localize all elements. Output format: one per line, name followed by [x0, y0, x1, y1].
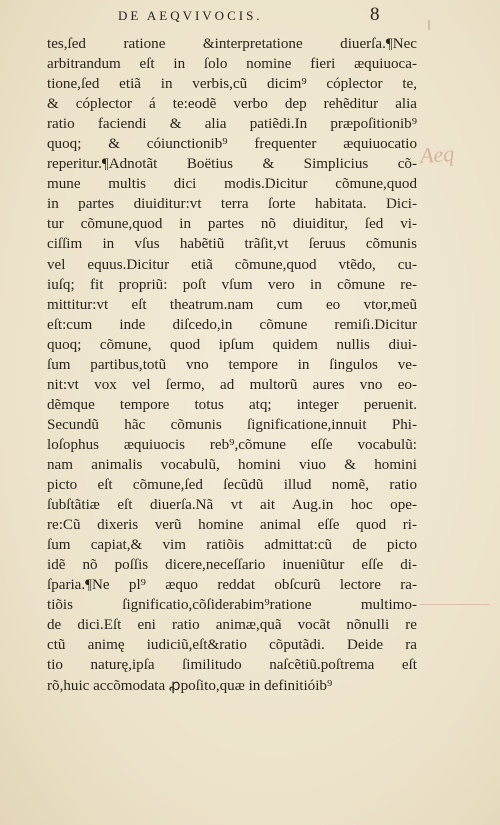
text-line: quoq; cõmune, quod ipſum quidem nullis diui-: [47, 336, 417, 353]
text-line: re:Cũ dixeris verũ homine animal eſſe quod ri-: [47, 517, 417, 534]
text-line: de dici.Eſt eni ratio animæ,quã vocãt nõnulli re: [47, 617, 417, 634]
marginal-stroke: [420, 590, 490, 605]
text-line: ſum capiat,& vim ratiõis admittat:cũ de picto: [47, 537, 417, 554]
text-line: reperitur.¶Adnotãt Boëtius & Simplicius cõ-: [47, 156, 417, 173]
text-line: vel equus.Dicitur etiã cõmune,quod vtẽdo, cu-: [47, 256, 417, 273]
text-line: ciſſim in vſus habẽtiũ trãſit,vt ſeruus cõmunis: [47, 236, 417, 253]
text-line: tio naturę,ipſa ſimilitudo naſcẽtiũ.poſtrema eſt: [47, 657, 417, 674]
text-line: rõ,huic accõmodata ꝓpoſito,quæ in definitióib⁹: [47, 677, 333, 694]
text-line: iuſq; fit propriũ: poſt vſum vero in cõmune re-: [47, 276, 417, 293]
text-line: nam animalis vocabulũ, homini viuo & homini: [47, 456, 417, 473]
text-line: ratio faciendi & alia patiẽdi.In præpoſitionib⁹: [47, 116, 417, 133]
text-line: picto eſt cõmune,ſed ſecũdũ illud nomẽ, ratio: [47, 477, 417, 494]
text-line: ſparia.¶Ne pl⁹ æquo reddat obſcurũ lectore ra-: [47, 577, 417, 594]
text-line: ſum partibus,totũ vno tempore in ſingulos ve-: [47, 356, 417, 373]
text-line: ſubſtãtiæ eſt diuerſa.Nã vt ait Aug.in hoc ope-: [47, 497, 417, 514]
text-line: in partes diuiditur:vt terra ſorte habitata. Dici-: [47, 196, 417, 213]
text-line: Secundũ hãc cõmunis ſignificatione,innuit Phi-: [47, 416, 417, 433]
text-line: tur cõmune,quod in partes nõ diuiditur, ſed vi-: [47, 216, 417, 233]
text-line: ctũ animę iudiciũ,eſt&ratio cõputãdi. Deide ra: [47, 637, 417, 654]
page-number: 8: [370, 4, 380, 25]
text-line: tes,ſed ratione &interpretatione diuerſa.¶Nec: [47, 36, 417, 52]
text-line: dẽmque tempore totus atq; integer peruenit.: [47, 396, 417, 413]
marginal-annotation: Aeq: [419, 140, 455, 169]
text-line: loſophus æquiuocis reb⁹,cõmune eſſe vocabulũ:: [47, 436, 417, 453]
ink-mark: [428, 20, 430, 30]
text-line: nit:vt vox vel ſermo, ad multorũ aures vno eo-: [47, 376, 417, 393]
text-line: arbitrandum eſt in ſolo nomine fieri æquiuoca-: [47, 56, 417, 73]
running-head: DE AEQVIVOCIS.: [118, 8, 263, 23]
text-line: tione,ſed etiã in verbis,cũ dicim⁹ cóplector te,: [47, 76, 417, 93]
body-text: [47, 34, 417, 696]
text-line: tiõis ſignificatio,cõſiderabim⁹ratione multimo-: [47, 597, 417, 614]
text-line: mune multis dici modis.Dicitur cõmune,quod: [47, 176, 417, 193]
text-line: idẽ nõ poſſis dicere,neceſſario inueniũtur eſſe di-: [47, 557, 417, 574]
text-line: & cóplector á te:eodẽ verbo dep rehẽditur alia: [47, 96, 417, 113]
text-line: eſt:cum inde diſcedo,in cõmune remiſi.Dicitur: [47, 316, 417, 333]
text-line: quoq; & cóiunctionib⁹ frequenter æquiuocatio: [47, 136, 417, 153]
text-line: mittitur:vt eſt theatrum.nam cum eo vtor,meũ: [47, 296, 417, 313]
